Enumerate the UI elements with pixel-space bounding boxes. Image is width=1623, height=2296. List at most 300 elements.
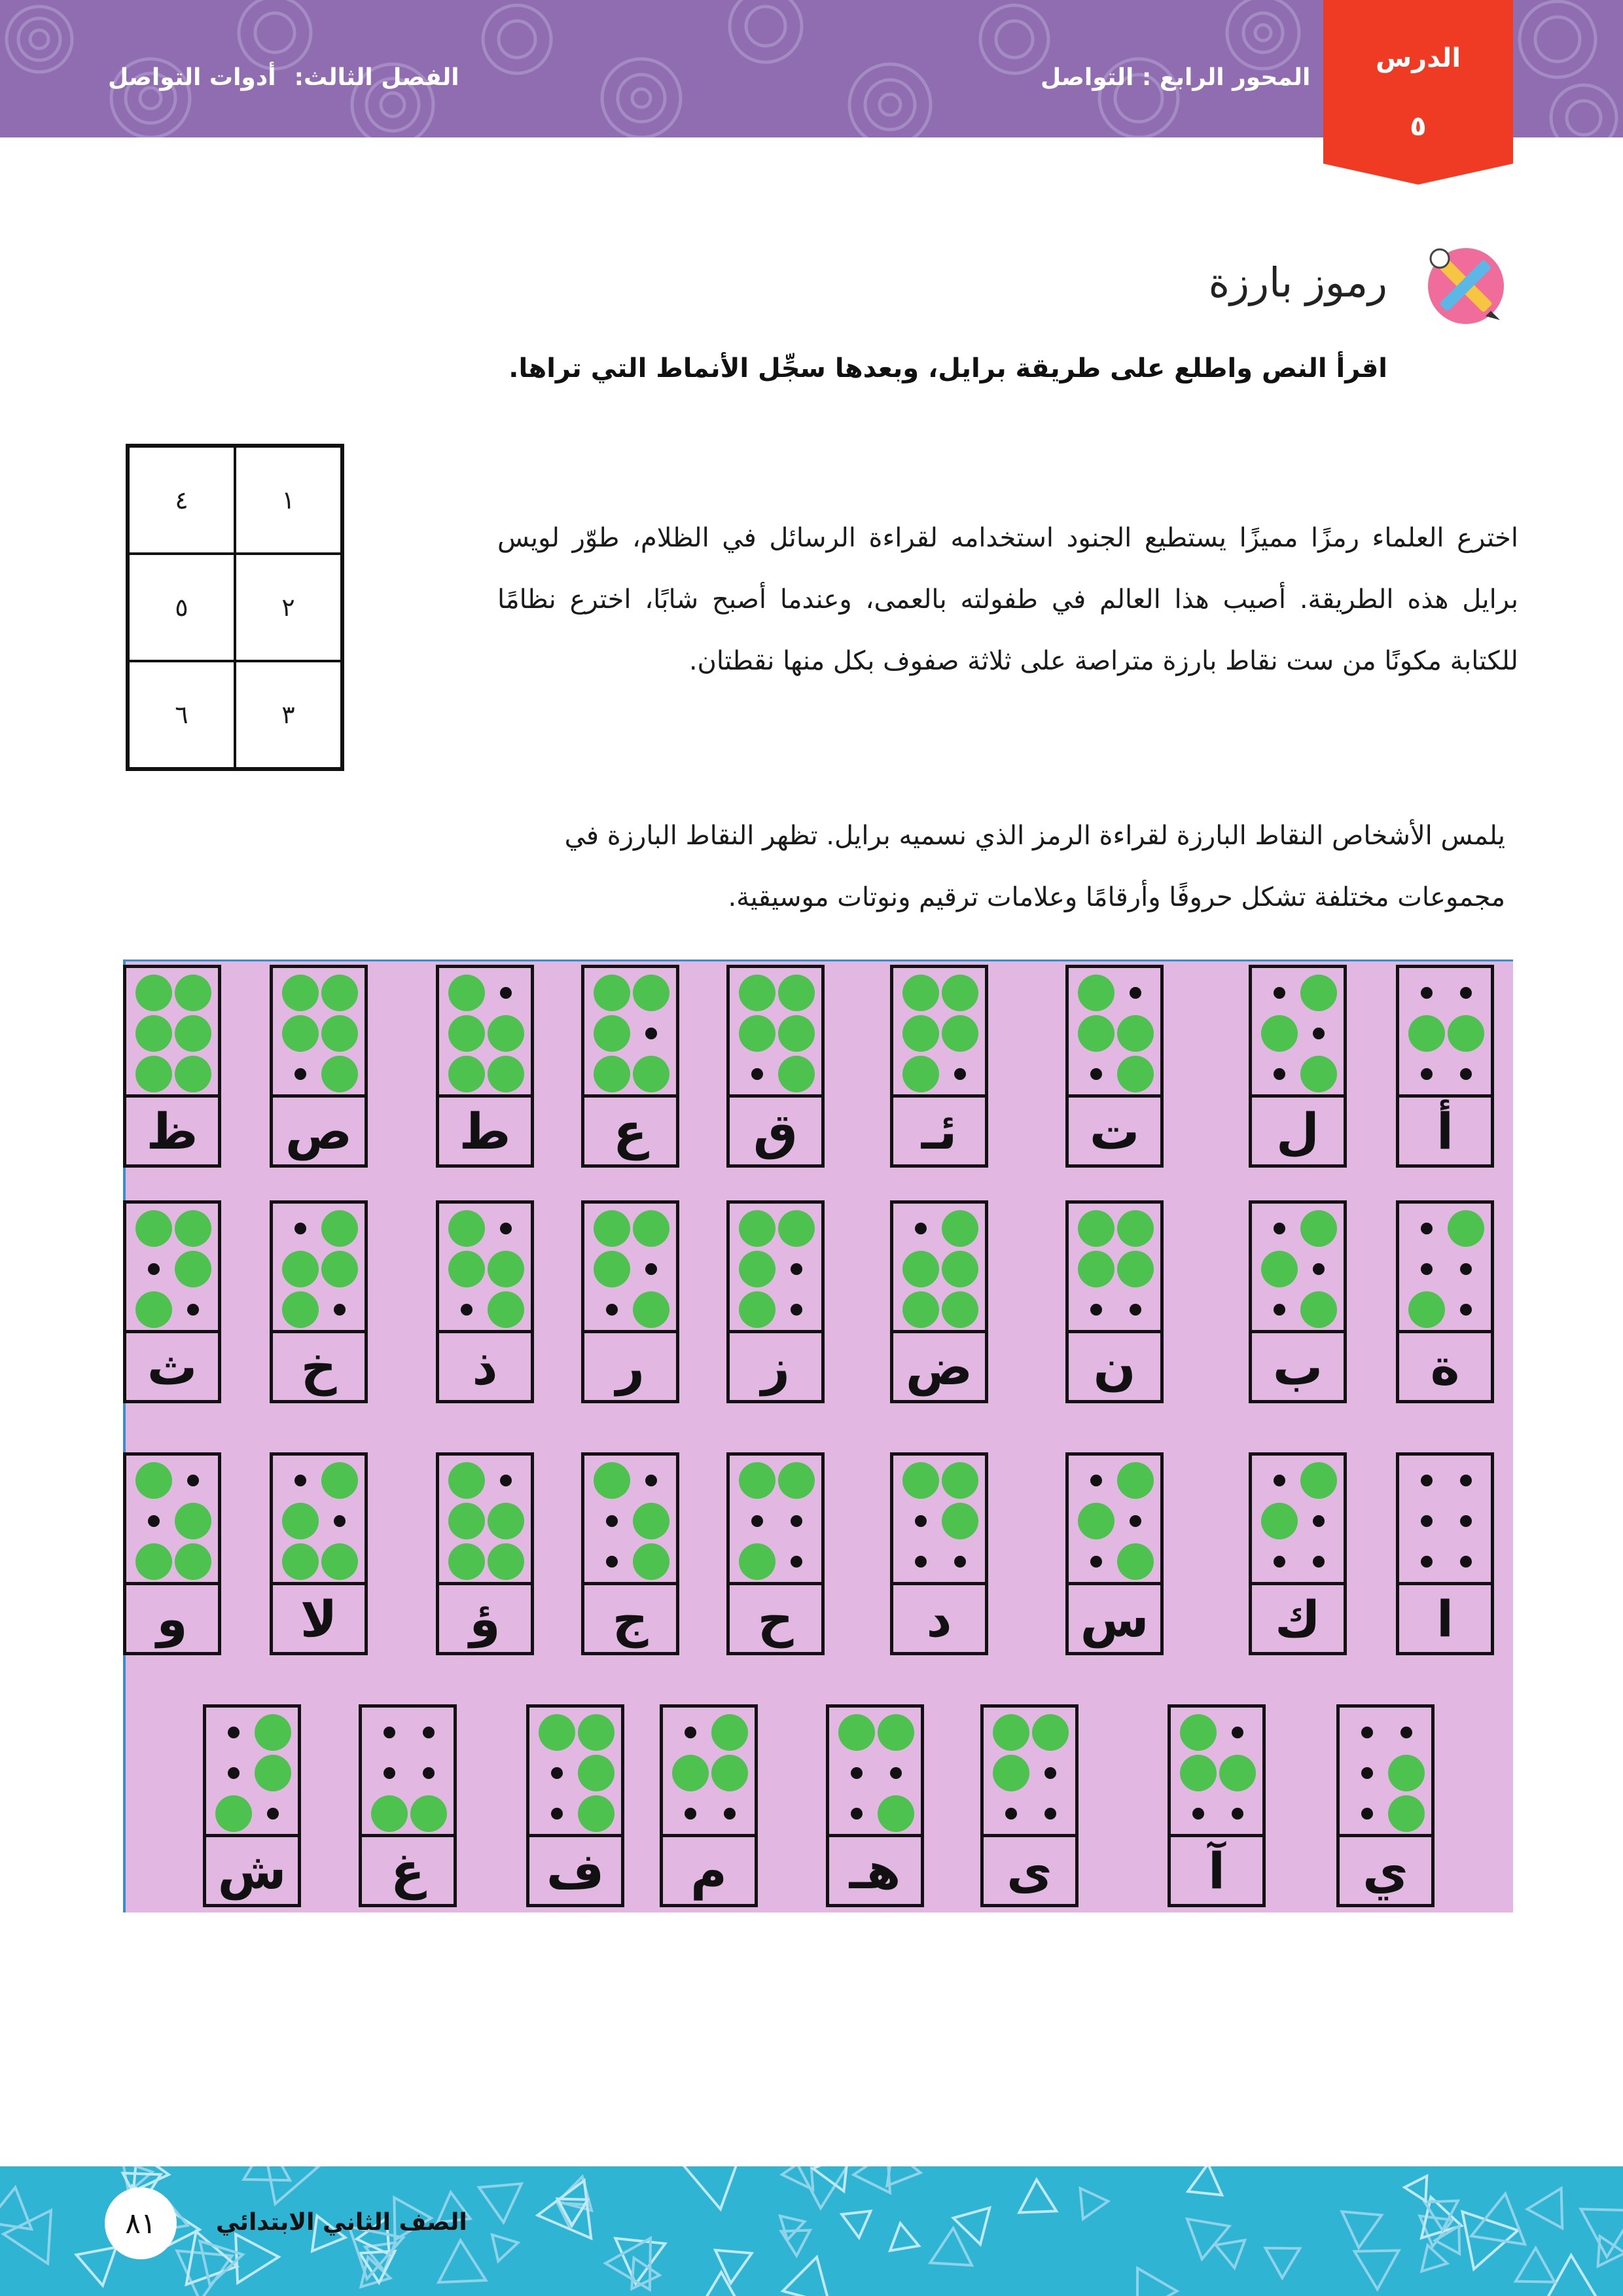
raised-dot (1078, 1503, 1115, 1539)
raised-dot (135, 975, 172, 1011)
raised-dot (942, 1462, 978, 1499)
braille-letter: و (156, 1589, 188, 1648)
raised-dot (1388, 1795, 1425, 1832)
braille-cell (726, 965, 825, 1168)
raised-dot (175, 1251, 211, 1287)
braille-cell (436, 1200, 534, 1403)
braille-cell (1065, 1452, 1164, 1655)
triangle-decoration (715, 2250, 752, 2283)
braille-cell (123, 1452, 221, 1655)
raised-dot (739, 1210, 776, 1247)
dot-number-cell: ٤ (128, 446, 235, 554)
braille-cell (1396, 1200, 1494, 1403)
triangle-decoration (1545, 2255, 1599, 2296)
raised-dot (902, 1291, 939, 1328)
raised-dot (902, 1056, 939, 1092)
raised-dot (778, 1462, 815, 1499)
flat-dot (500, 1223, 512, 1234)
raised-dot (594, 1015, 630, 1052)
braille-cell (1249, 1200, 1347, 1403)
flat-dot (645, 1263, 657, 1275)
raised-dot (1261, 1503, 1298, 1539)
raised-dot (1300, 975, 1337, 1011)
flat-dot (500, 1475, 512, 1486)
raised-dot (448, 1503, 485, 1539)
raised-dot (902, 1251, 939, 1287)
raised-dot (672, 1755, 709, 1791)
triangle-decoration (1421, 2245, 1447, 2271)
raised-dot (371, 1795, 408, 1832)
triangle-decoration (931, 2228, 972, 2265)
triangle-decoration (842, 2211, 870, 2238)
flat-dot (1130, 1515, 1141, 1527)
braille-letter: ا (1436, 1589, 1454, 1648)
raised-dot (135, 1210, 172, 1247)
raised-dot (175, 1056, 211, 1092)
braille-dots (126, 968, 218, 1098)
braille-letter: ج (612, 1589, 649, 1648)
flat-dot (1421, 1263, 1433, 1275)
flat-dot (1460, 1475, 1472, 1486)
braille-dots (273, 1204, 365, 1333)
flat-dot (954, 1556, 966, 1568)
flat-dot (1274, 1223, 1285, 1234)
braille-dots (893, 1456, 985, 1585)
flat-dot (187, 1475, 199, 1486)
raised-dot (1032, 1714, 1069, 1751)
braille-dots (126, 1204, 218, 1333)
braille-letter: ؤ (469, 1589, 501, 1648)
flat-dot (606, 1515, 618, 1527)
braille-letter: ق (753, 1102, 798, 1160)
braille-letter: خ (300, 1337, 337, 1396)
raised-dot (633, 975, 669, 1011)
triangle-decoration (479, 2183, 522, 2222)
flat-dot (791, 1515, 802, 1527)
raised-dot (282, 1291, 319, 1328)
braille-letter: أ (1436, 1102, 1454, 1160)
braille-letter: لا (300, 1589, 338, 1648)
triangle-decoration (683, 2166, 740, 2209)
braille-dots (893, 1204, 985, 1333)
dot-number-cell: ٦ (128, 661, 235, 768)
dot-number-cell: ١ (235, 446, 342, 554)
braille-dots (439, 1456, 531, 1585)
raised-dot (1180, 1714, 1217, 1751)
flat-dot (383, 1727, 395, 1738)
raised-dot (488, 1543, 524, 1580)
flat-dot (1313, 1515, 1325, 1527)
flat-dot (954, 1068, 966, 1080)
triangle-decoration (1527, 2188, 1563, 2228)
raised-dot (902, 1462, 939, 1499)
flat-dot (645, 1028, 657, 1039)
braille-letter: ظ (146, 1102, 198, 1160)
lesson-badge-shape (1323, 0, 1513, 187)
braille-cell (436, 1452, 534, 1655)
braille-cell (270, 1452, 368, 1655)
raised-dot (942, 975, 978, 1011)
triangle-decoration (813, 2166, 847, 2191)
triangle-decoration (244, 2166, 291, 2180)
raised-dot (594, 1056, 630, 1092)
flat-dot (851, 1767, 863, 1779)
raised-dot (321, 1210, 358, 1247)
braille-dots (1399, 1204, 1491, 1333)
flat-dot (1460, 1068, 1472, 1080)
braille-dots (126, 1456, 218, 1585)
raised-dot (488, 1056, 524, 1092)
braille-dots (273, 1456, 365, 1585)
raised-dot (448, 975, 485, 1011)
flat-dot (294, 1475, 306, 1486)
flat-dot (791, 1556, 802, 1568)
triangle-decoration (264, 2166, 318, 2204)
flat-dot (1460, 1304, 1472, 1316)
flat-dot (334, 1515, 346, 1527)
raised-dot (255, 1714, 291, 1751)
flat-dot (1421, 1223, 1433, 1234)
triangle-decoration (783, 2257, 829, 2296)
braille-cell (726, 1200, 825, 1403)
flat-dot (1130, 1304, 1141, 1316)
raised-dot (739, 975, 776, 1011)
triangle-decoration (1516, 2248, 1555, 2282)
braille-cell (203, 1704, 301, 1907)
braille-cell (1249, 1452, 1347, 1655)
braille-dots (829, 1708, 921, 1837)
braille-dots (1399, 968, 1491, 1098)
raised-dot (633, 1056, 669, 1092)
braille-cell (1168, 1704, 1266, 1907)
raised-dot (1117, 1251, 1154, 1287)
paragraph-reading: يلمس الأشخاص النقاط البارزة لقراءة الرمز الذي نسميه برايل. تظهر النقاط البارزة في مجموعات مختلفة تشكل حروفًا وأرقامًا وعلامات ترقيم ونوتات موسيقية. (564, 821, 1505, 912)
braille-cell (726, 1452, 825, 1655)
triangle-decoration (438, 2240, 486, 2282)
triangle-decoration (1355, 2251, 1399, 2289)
raised-dot (1300, 1462, 1337, 1499)
braille-dots (584, 1456, 676, 1585)
raised-dot (1117, 1210, 1154, 1247)
flat-dot (1460, 1263, 1472, 1275)
raised-dot (1117, 1056, 1154, 1092)
flat-dot (1361, 1727, 1373, 1738)
raised-dot (175, 1543, 211, 1580)
flat-dot (1044, 1808, 1056, 1820)
raised-dot (878, 1714, 914, 1751)
braille-letter: ع (613, 1102, 647, 1160)
raised-dot (255, 1755, 291, 1791)
raised-dot (282, 1543, 319, 1580)
braille-cell (826, 1704, 924, 1907)
braille-dots (1069, 968, 1160, 1098)
raised-dot (175, 1210, 211, 1247)
flat-dot (915, 1223, 927, 1234)
raised-dot (838, 1714, 875, 1751)
flat-dot (551, 1767, 563, 1779)
flat-dot (1421, 1515, 1433, 1527)
braille-cell (1396, 965, 1494, 1168)
axis-heading: المحور الرابع : التواصل (1041, 64, 1311, 91)
flat-dot (1361, 1767, 1373, 1779)
flat-dot (751, 1068, 763, 1080)
triangle-decoration (1581, 2209, 1623, 2257)
braille-letter: ي (1363, 1841, 1408, 1900)
flat-dot (1192, 1808, 1204, 1820)
raised-dot (594, 975, 630, 1011)
raised-dot (739, 1462, 776, 1499)
flat-dot (551, 1808, 563, 1820)
braille-dots (893, 968, 985, 1098)
raised-dot (633, 1210, 669, 1247)
braille-letter: ز (761, 1337, 790, 1396)
triangle-decoration (1404, 2176, 1427, 2201)
flat-dot (1421, 1068, 1433, 1080)
raised-dot (448, 1210, 485, 1247)
raised-dot (878, 1795, 914, 1832)
raised-dot (488, 1503, 524, 1539)
braille-letter: س (1080, 1589, 1149, 1648)
dot-number-cell: ٣ (235, 661, 342, 768)
braille-dots (730, 1204, 821, 1333)
flat-dot (1274, 1475, 1285, 1486)
braille-cell (980, 1704, 1079, 1907)
raised-dot (739, 1251, 776, 1287)
braille-cell (1065, 1200, 1164, 1403)
raised-dot (1261, 1015, 1298, 1052)
flat-dot (791, 1263, 802, 1275)
raised-dot (1448, 1015, 1484, 1052)
braille-dots (273, 968, 365, 1098)
braille-letter: د (926, 1589, 952, 1648)
triangle-decoration (1019, 2179, 1056, 2212)
braille-letter: آ (1207, 1841, 1226, 1900)
braille-cell (1065, 965, 1164, 1168)
flat-dot (1005, 1808, 1017, 1820)
braille-dots (1399, 1456, 1491, 1585)
raised-dot (711, 1714, 748, 1751)
lesson-label: الدرس (1375, 43, 1461, 73)
raised-dot (993, 1714, 1029, 1751)
raised-dot (633, 1291, 669, 1328)
triangle-decoration (782, 2166, 813, 2189)
raised-dot (1300, 1210, 1337, 1247)
flat-dot (1090, 1068, 1102, 1080)
raised-dot (282, 1015, 319, 1052)
flat-dot (1361, 1808, 1373, 1820)
raised-dot (1261, 1251, 1298, 1287)
raised-dot (321, 1015, 358, 1052)
braille-letter: ت (1089, 1102, 1140, 1160)
lesson-number: ٥ (1410, 110, 1427, 142)
triangle-decoration (492, 2234, 518, 2261)
raised-dot (282, 1251, 319, 1287)
braille-letter: ئـ (921, 1102, 957, 1160)
raised-dot (448, 1056, 485, 1092)
braille-dots (1069, 1204, 1160, 1333)
triangle-decoration (853, 2166, 890, 2193)
braille-dots (730, 968, 821, 1098)
braille-dots (439, 1204, 531, 1333)
chapter-label: الفصل الثالث: (294, 64, 459, 91)
flat-dot (1044, 1767, 1056, 1779)
braille-dots (584, 1204, 676, 1333)
raised-dot (448, 1251, 485, 1287)
braille-dots (1252, 968, 1344, 1098)
flat-dot (851, 1808, 863, 1820)
lesson-badge (1323, 0, 1513, 187)
flat-dot (685, 1808, 696, 1820)
raised-dot (942, 1291, 978, 1328)
braille-dots (663, 1708, 755, 1837)
braille-letter: ث (147, 1337, 198, 1396)
flat-dot (1460, 1556, 1472, 1568)
braille-letter: ص (285, 1102, 353, 1160)
braille-cell (1336, 1704, 1435, 1907)
flat-dot (1421, 1475, 1433, 1486)
braille-cell (270, 965, 368, 1168)
braille-dots (439, 968, 531, 1098)
pencil-brush-icon (1420, 239, 1512, 331)
triangle-decoration (236, 2234, 279, 2283)
raised-dot (578, 1755, 615, 1791)
triangle-decoration (795, 2166, 850, 2208)
raised-dot (321, 1056, 358, 1092)
braille-dots (529, 1708, 621, 1837)
raised-dot (321, 1462, 358, 1499)
braille-cell (359, 1704, 457, 1907)
triangle-decoration (1342, 2212, 1382, 2248)
flat-dot (148, 1515, 160, 1527)
flat-dot (1313, 1263, 1325, 1275)
raised-dot (488, 1251, 524, 1287)
flat-dot (423, 1767, 435, 1779)
braille-cell (1396, 1452, 1494, 1655)
braille-dots (1069, 1456, 1160, 1585)
braille-cell (890, 965, 988, 1168)
flat-dot (187, 1304, 199, 1316)
flat-dot (915, 1515, 927, 1527)
triangle-decoration (1471, 2194, 1525, 2244)
flat-dot (1090, 1475, 1102, 1486)
flat-dot (1274, 1068, 1285, 1080)
raised-dot (135, 1462, 172, 1499)
braille-cell (1249, 965, 1347, 1168)
braille-letter: ف (546, 1841, 605, 1900)
page-title: رموز بارزة (1208, 259, 1387, 306)
braille-letter: ن (1093, 1337, 1136, 1396)
braille-dots (984, 1708, 1075, 1837)
braille-cell (526, 1704, 624, 1907)
triangle-decoration (1216, 2240, 1245, 2268)
raised-dot (993, 1755, 1029, 1791)
raised-dot (539, 1714, 575, 1751)
raised-dot (135, 1015, 172, 1052)
triangle-decoration (1463, 2212, 1518, 2269)
raised-dot (778, 1056, 815, 1092)
flat-dot (1460, 1515, 1472, 1527)
raised-dot (778, 1015, 815, 1052)
braille-dots (206, 1708, 298, 1837)
braille-letter: ح (757, 1589, 794, 1648)
braille-cell (436, 965, 534, 1168)
raised-dot (321, 1543, 358, 1580)
braille-cell (890, 1452, 988, 1655)
raised-dot (135, 1291, 172, 1328)
raised-dot (578, 1795, 615, 1832)
raised-dot (633, 1503, 669, 1539)
raised-dot (1408, 1291, 1445, 1328)
flat-dot (1421, 1556, 1433, 1568)
chart-edge (123, 960, 1513, 961)
raised-dot (282, 1503, 319, 1539)
braille-cell (581, 965, 679, 1168)
raised-dot (1300, 1291, 1337, 1328)
triangle-decoration (1266, 2248, 1300, 2278)
raised-dot (594, 1251, 630, 1287)
raised-dot (282, 975, 319, 1011)
raised-dot (1117, 1015, 1154, 1052)
flat-dot (645, 1475, 657, 1486)
braille-letter: ش (217, 1841, 287, 1900)
braille-cell (660, 1704, 758, 1907)
flat-dot (500, 987, 512, 999)
chapter-name: أدوات التواصل (108, 64, 276, 91)
raised-dot (633, 1543, 669, 1580)
raised-dot (902, 975, 939, 1011)
braille-letter: ط (459, 1102, 511, 1160)
flat-dot (1313, 1556, 1325, 1568)
raised-dot (902, 1015, 939, 1052)
braille-dots (1252, 1204, 1344, 1333)
raised-dot (942, 1210, 978, 1247)
flat-dot (1232, 1727, 1243, 1738)
raised-dot (175, 975, 211, 1011)
raised-dot (1388, 1755, 1425, 1791)
braille-dots (584, 968, 676, 1098)
flat-dot (228, 1767, 240, 1779)
paragraph-history: اخترع العلماء رمزًا مميزًا يستطيع الجنود استخدامه لقراءة الرسائل في الظلام، طوّر لويس برايل هذه الطريقة. أصيب هذا العالم في طفولته بالعمى، وعندما أصبح شابًا، اخترع نظامًا للكتابة مكونًا من ست نقاط بارزة متراصة على ثلاثة صفوف بكل منها نقطتان. (497, 523, 1518, 676)
raised-dot (321, 1251, 358, 1287)
triangle-decoration (705, 2272, 737, 2296)
raised-dot (488, 1015, 524, 1052)
flat-dot (1274, 1556, 1285, 1568)
braille-letter: ة (1430, 1337, 1460, 1396)
triangle-decoration (77, 2248, 116, 2286)
braille-cell (890, 1200, 988, 1403)
triangle-decoration (890, 2223, 919, 2251)
flat-dot (1460, 987, 1472, 999)
braille-letter: ض (905, 1337, 973, 1396)
flat-dot (1090, 1304, 1102, 1316)
flat-dot (1090, 1556, 1102, 1568)
flat-dot (606, 1556, 618, 1568)
raised-dot (135, 1056, 172, 1092)
page-number: ٨١ (105, 2187, 177, 2259)
raised-dot (942, 1503, 978, 1539)
braille-letter: ب (1272, 1337, 1323, 1396)
raised-dot (778, 1210, 815, 1247)
braille-letter: م (690, 1841, 727, 1900)
braille-cell (123, 965, 221, 1168)
raised-dot (448, 1543, 485, 1580)
raised-dot (448, 1015, 485, 1052)
flat-dot (267, 1808, 279, 1820)
raised-dot (1300, 1056, 1337, 1092)
flat-dot (1274, 987, 1285, 999)
flat-dot (915, 1556, 927, 1568)
raised-dot (1180, 1755, 1217, 1791)
